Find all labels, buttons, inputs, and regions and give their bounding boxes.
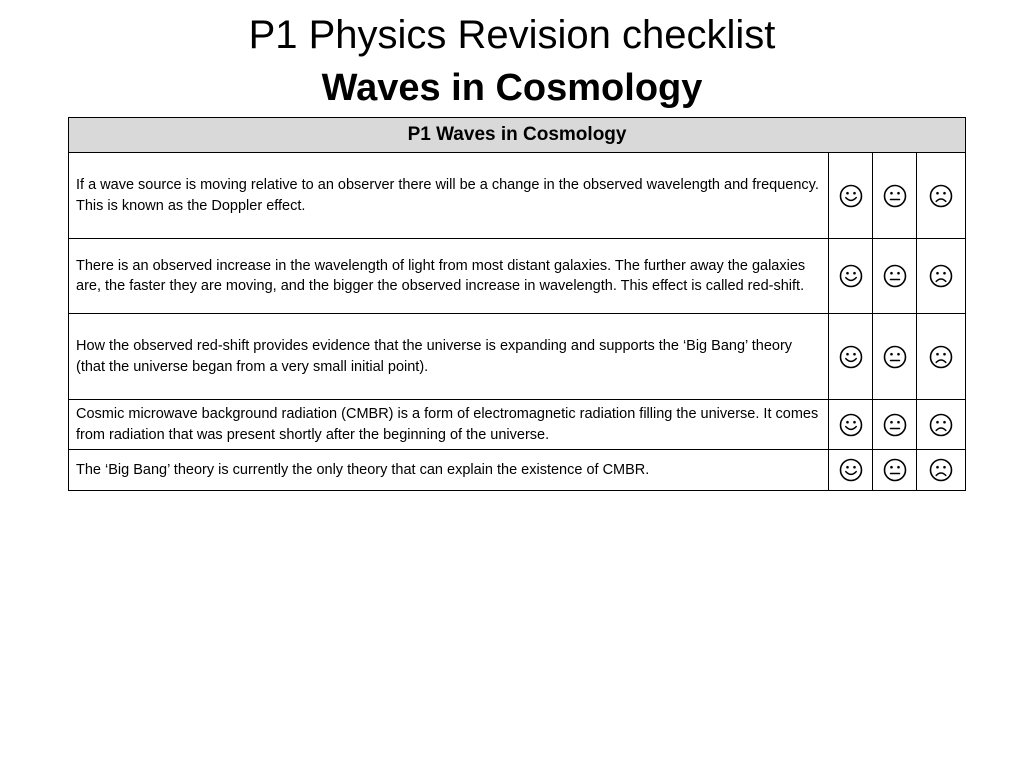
neutral-face-icon[interactable] <box>883 184 907 208</box>
rating-cell-happy[interactable] <box>829 400 873 450</box>
rating-cell-neutral[interactable] <box>873 239 917 314</box>
neutral-face-icon[interactable] <box>883 413 907 437</box>
happy-face-icon[interactable] <box>839 345 863 369</box>
rating-cell-neutral[interactable] <box>873 153 917 239</box>
neutral-face-icon[interactable] <box>883 458 907 482</box>
title-block <box>0 12 1024 110</box>
rating-cell-happy[interactable] <box>829 450 873 491</box>
rating-cell-sad[interactable] <box>917 400 966 450</box>
checklist-statement: How the observed red-shift provides evidence that the universe is expanding and supports the ‘Big Bang’ theory (that the universe began from a very small initial point). <box>69 314 829 400</box>
rating-cell-neutral[interactable] <box>873 400 917 450</box>
neutral-face-icon[interactable] <box>883 345 907 369</box>
rating-cell-happy[interactable] <box>829 314 873 400</box>
table-row <box>69 153 966 239</box>
table-row <box>69 450 966 491</box>
sad-face-icon[interactable] <box>929 345 953 369</box>
rating-cell-happy[interactable] <box>829 153 873 239</box>
happy-face-icon[interactable] <box>839 184 863 208</box>
revision-checklist-table <box>68 117 966 491</box>
page-title: P1 Physics Revision checklist <box>248 13 776 57</box>
table-body <box>69 153 966 491</box>
rating-cell-sad[interactable] <box>917 153 966 239</box>
checklist-statement: The ‘Big Bang’ theory is currently the only theory that can explain the existence of CMBR. <box>69 450 829 491</box>
table-row <box>69 239 966 314</box>
happy-face-icon[interactable] <box>839 413 863 437</box>
table-header: P1 Waves in Cosmology <box>69 118 966 153</box>
page-subtitle: Waves in Cosmology <box>321 67 703 109</box>
happy-face-icon[interactable] <box>839 458 863 482</box>
sad-face-icon[interactable] <box>929 264 953 288</box>
checklist-statement: There is an observed increase in the wavelength of light from most distant galaxies. The further away the galaxies are, the faster they are moving, and the bigger the observed increase in wavelength. This effect is called red-shift. <box>69 239 829 314</box>
checklist-statement: Cosmic microwave background radiation (CMBR) is a form of electromagnetic radiation filling the universe. It comes from radiation that was present shortly after the beginning of the universe. <box>69 400 829 450</box>
rating-cell-sad[interactable] <box>917 450 966 491</box>
sad-face-icon[interactable] <box>929 184 953 208</box>
rating-cell-neutral[interactable] <box>873 314 917 400</box>
rating-cell-sad[interactable] <box>917 314 966 400</box>
table-row <box>69 400 966 450</box>
table-row <box>69 314 966 400</box>
rating-cell-sad[interactable] <box>917 239 966 314</box>
checklist-statement: If a wave source is moving relative to an observer there will be a change in the observed wavelength and frequency. This is known as the Doppler effect. <box>69 153 829 239</box>
table-header-row <box>69 118 966 153</box>
sad-face-icon[interactable] <box>929 413 953 437</box>
neutral-face-icon[interactable] <box>883 264 907 288</box>
rating-cell-neutral[interactable] <box>873 450 917 491</box>
rating-cell-happy[interactable] <box>829 239 873 314</box>
happy-face-icon[interactable] <box>839 264 863 288</box>
sad-face-icon[interactable] <box>929 458 953 482</box>
